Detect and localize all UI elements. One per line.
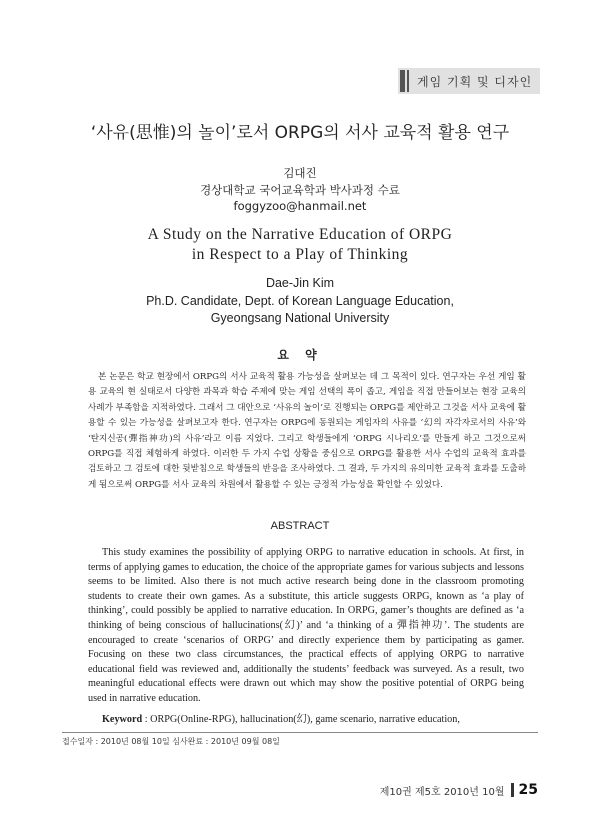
- abstract-korean-heading: 요 약: [277, 348, 323, 362]
- abstract-english-heading: ABSTRACT: [270, 520, 330, 532]
- abstract-english-text: This study examines the possibility of applying ORPG to narrative education in schools. At first, in terms of applying games to education, the choice of the appropriate games for various subjects and lessons seems to be limited. Also there is not much active research being done in the classroom promoting students to create their own games. As a substitute, this article suggests ORPG, known as ‘a play of thinking’, could possibly be applied to narrative education. In ORPG, gamer’s thoughts are defined as ‘a thinking of being conscious of hallucinations(幻)’ and ‘a thinking of a 彈指神功’. The students are encouraged to create ‘scenarios of ORPG’ and directly experience them by participating as gamer. Focusing on these two class circumstances, the practical effects of applying ORPG to narrative educational field was reviewed and, additionally the students’ feedback was surveyed. As a result, two meaningful educational effects were drawn out which may show the positive potential of ORPG being used in narrative education.: [88, 547, 524, 704]
- page-footer: [380, 782, 538, 798]
- author-university-english: Gyeongsang National University: [210, 311, 390, 325]
- tag-bar-thick: [400, 70, 405, 92]
- author-affiliation-english: Ph.D. Candidate, Dept. of Korean Language Education,: [146, 294, 454, 308]
- footnote-divider: [62, 732, 538, 733]
- paper-title-english-line1: A Study on the Narrative Education of ORPG: [147, 226, 453, 243]
- author-name-english: Dae-Jin Kim: [265, 276, 335, 290]
- tag-bar-thin: [407, 70, 409, 92]
- paper-title-english-line2: in Respect to a Play of Thinking: [191, 246, 409, 263]
- abstract-korean-text: 본 논문은 학교 현장에서 ORPG의 서사 교육적 활용 가능성을 살펴보는 데 그 목적이 있다. 연구자는 우선 게임 활용 교육의 현 실태로서 다양한 과목과 학습 주제에 맞는 게임 선택의 폭이 좁고, 게임을 직접 만들어보는 현장 교육의 사례가 부족함을 지적하였다. 그래서 그 대안으로 ‘사유의 놀이’로 진행되는 ORPG를 제안하고 그것을 서사 교육에 활용할 수 있는 가능성을 살펴보고자 한다. 연구자는 ORPG에 동원되는 게임자의 사유를 ‘幻의 자각자로서의 사유’와 ‘탄지신공(彈指神功)의 사유’라고 이름 지었다. 그리고 학생들에게 ‘ORPG 시나리오’를 만들게 하고 그것으로써 ORPG를 직접 체험하게 하였다. 이러한 두 가지 수업 상황을 중심으로 ORPG를 활용한 서사 수업의 교육적 효과를 검토하고 그 검토에 대한 뒷받침으로 학생들의 반응을 조사하였다. 그 결과, 두 가지의 유의미한 교육적 효과를 도출하게 됨으로써 ORPG를 서사 교육의 차원에서 활용할 수 있는 긍정적 가능성을 확인할 수 있었다.: [88, 372, 526, 490]
- keywords-label: Keyword: [102, 714, 143, 725]
- keywords-list: : ORPG(Online-RPG), hallucination(幻), game scenario, narrative education,: [142, 714, 460, 725]
- submission-dates: 접수일자 : 2010년 08월 10일 심사완료 : 2010년 09월 08일: [62, 737, 280, 746]
- section-tag: [398, 68, 540, 94]
- page-number: 25: [518, 782, 538, 798]
- author-email: foggyzoo@hanmail.net: [233, 199, 367, 213]
- author-affiliation-korean: 경상대학교 국어교육학과 박사과정 수료: [200, 183, 400, 197]
- keywords-line: [102, 710, 532, 725]
- footer-separator: [511, 783, 514, 797]
- journal-issue: 제10권 제5호 2010년 10월: [379, 786, 505, 798]
- paper-title-korean: ‘사유(思惟)의 놀이’로서 ORPG의 서사 교육적 활용 연구: [90, 123, 510, 143]
- author-name-korean: 김대진: [283, 166, 317, 180]
- section-tag-label: 게임 기획 및 디자인: [417, 74, 533, 89]
